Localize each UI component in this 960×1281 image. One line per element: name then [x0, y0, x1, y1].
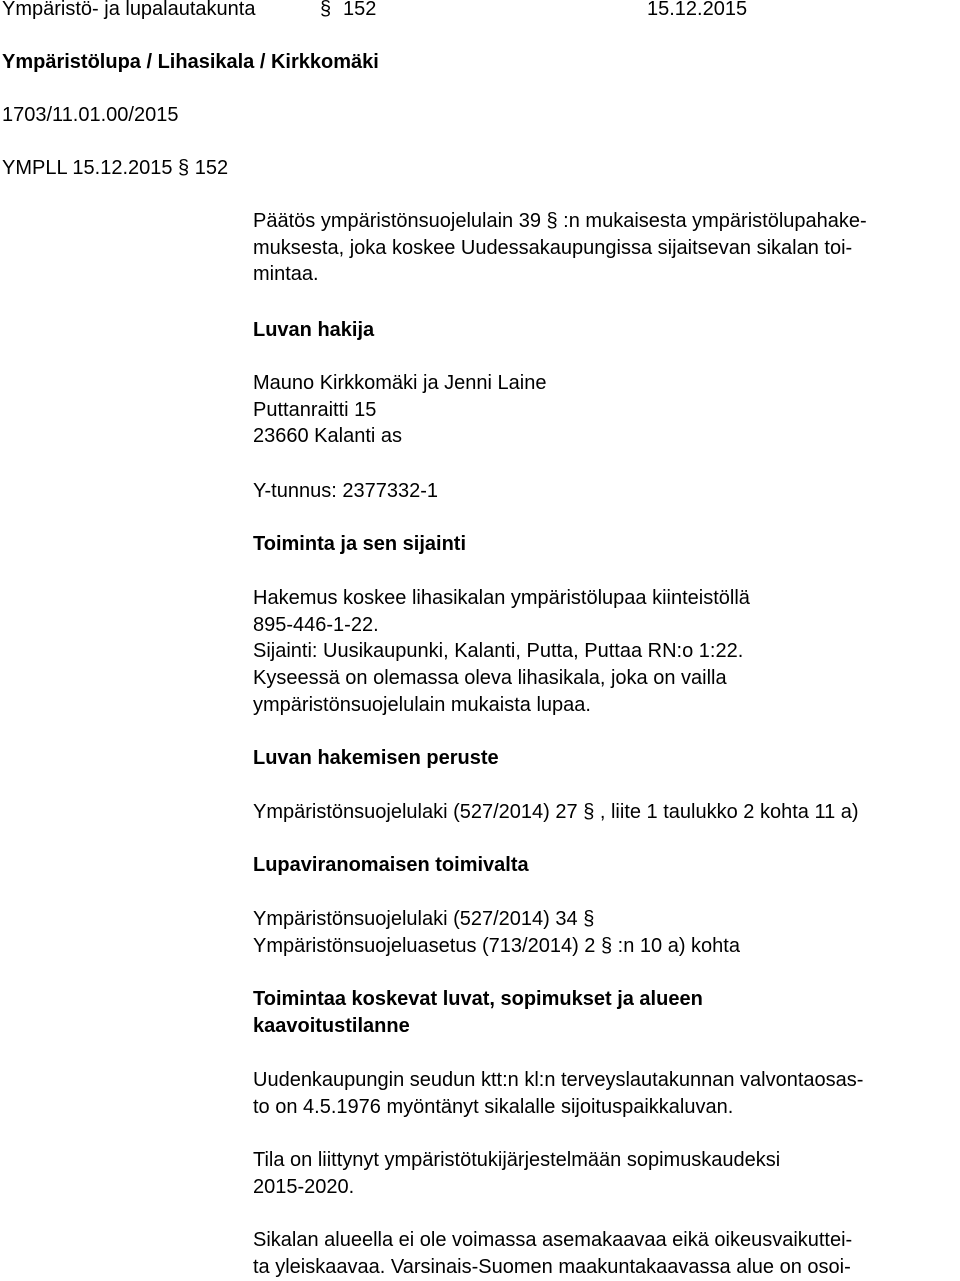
permits-line: Sikalan alueella ei ole voimassa asemakaavaa eikä oikeusvaikuttei- — [253, 1229, 853, 1251]
operation-line: Kyseessä on olemassa oleva lihasikala, joka on vailla — [253, 667, 727, 690]
section-number: 152 — [343, 0, 377, 20]
permits-line: ta yleiskaavaa. Varsinais-Suomen maakuntakaavassa alue on osoi- — [253, 1255, 851, 1278]
operation-line: ympäristönsuojelulain mukaista lupaa. — [253, 693, 591, 716]
business-id: Y-tunnus: 2377332-1 — [253, 480, 438, 502]
applicant-heading: Luvan hakija — [253, 319, 375, 341]
permits-line: Tila on liittynyt ympäristötukijärjestelmään sopimuskaudeksi — [253, 1149, 781, 1171]
permits-paragraph-2 — [253, 1147, 953, 1200]
authority-paragraph — [253, 906, 953, 959]
authority-line: Ympäristönsuojeluasetus (713/2014) 2 § :n 10 a) kohta — [253, 934, 740, 957]
board-name: Ympäristö- ja lupalautakunta — [2, 0, 256, 20]
operation-paragraph — [253, 585, 953, 719]
applicant-line: 23660 Kalanti as — [253, 425, 403, 448]
operation-line: 895-446-1-22. — [253, 613, 379, 636]
operation-line: Hakemus koskee lihasikalan ympäristölupaa kiinteistöllä — [253, 587, 750, 609]
intro-paragraph — [253, 208, 953, 288]
intro-line: Päätös ympäristönsuojelulain 39 § :n mukaisesta ympäristölupahake- — [253, 210, 867, 232]
record-number: 1703/11.01.00/2015 — [2, 104, 179, 126]
intro-line: muksesta, joka koskee Uudessakaupungissa sijaitsevan sikalan toi- — [253, 236, 853, 259]
applicant-line: Puttanraitti 15 — [253, 398, 377, 421]
permits-heading — [253, 986, 953, 1039]
document-title: Ympäristölupa / Lihasikala / Kirkkomäki — [2, 51, 379, 73]
permits-line: to on 4.5.1976 myöntänyt sikalalle sijoituspaikkaluvan. — [253, 1095, 734, 1118]
intro-line: mintaa. — [253, 263, 319, 286]
permits-line: Uudenkaupungin seudun ktt:n kl:n terveyslautakunnan valvontaosas- — [253, 1069, 864, 1091]
meeting-reference: YMPLL 15.12.2015 § 152 — [2, 157, 229, 179]
basis-heading: Luvan hakemisen peruste — [253, 747, 499, 769]
operation-heading: Toiminta ja sen sijainti — [253, 533, 467, 555]
permits-paragraph-3 — [253, 1227, 953, 1280]
operation-line: Sijainti: Uusikaupunki, Kalanti, Putta, Puttaa RN:o 1:22. — [253, 640, 744, 663]
applicant-address — [253, 370, 953, 450]
basis-text: Ympäristönsuojelulaki (527/2014) 27 § , liite 1 taulukko 2 kohta 11 a) — [253, 801, 859, 823]
authority-line: Ympäristönsuojelulaki (527/2014) 34 § — [253, 908, 595, 930]
permits-paragraph-1 — [253, 1067, 953, 1120]
section-mark: § — [320, 0, 332, 20]
applicant-line: Mauno Kirkkomäki ja Jenni Laine — [253, 372, 547, 394]
permits-heading-line: Toimintaa koskevat luvat, sopimukset ja alueen — [253, 988, 703, 1010]
permits-heading-line: kaavoitustilanne — [253, 1014, 410, 1037]
authority-heading: Lupaviranomaisen toimivalta — [253, 854, 529, 876]
permits-line: 2015-2020. — [253, 1175, 355, 1198]
meeting-date: 15.12.2015 — [647, 0, 748, 20]
